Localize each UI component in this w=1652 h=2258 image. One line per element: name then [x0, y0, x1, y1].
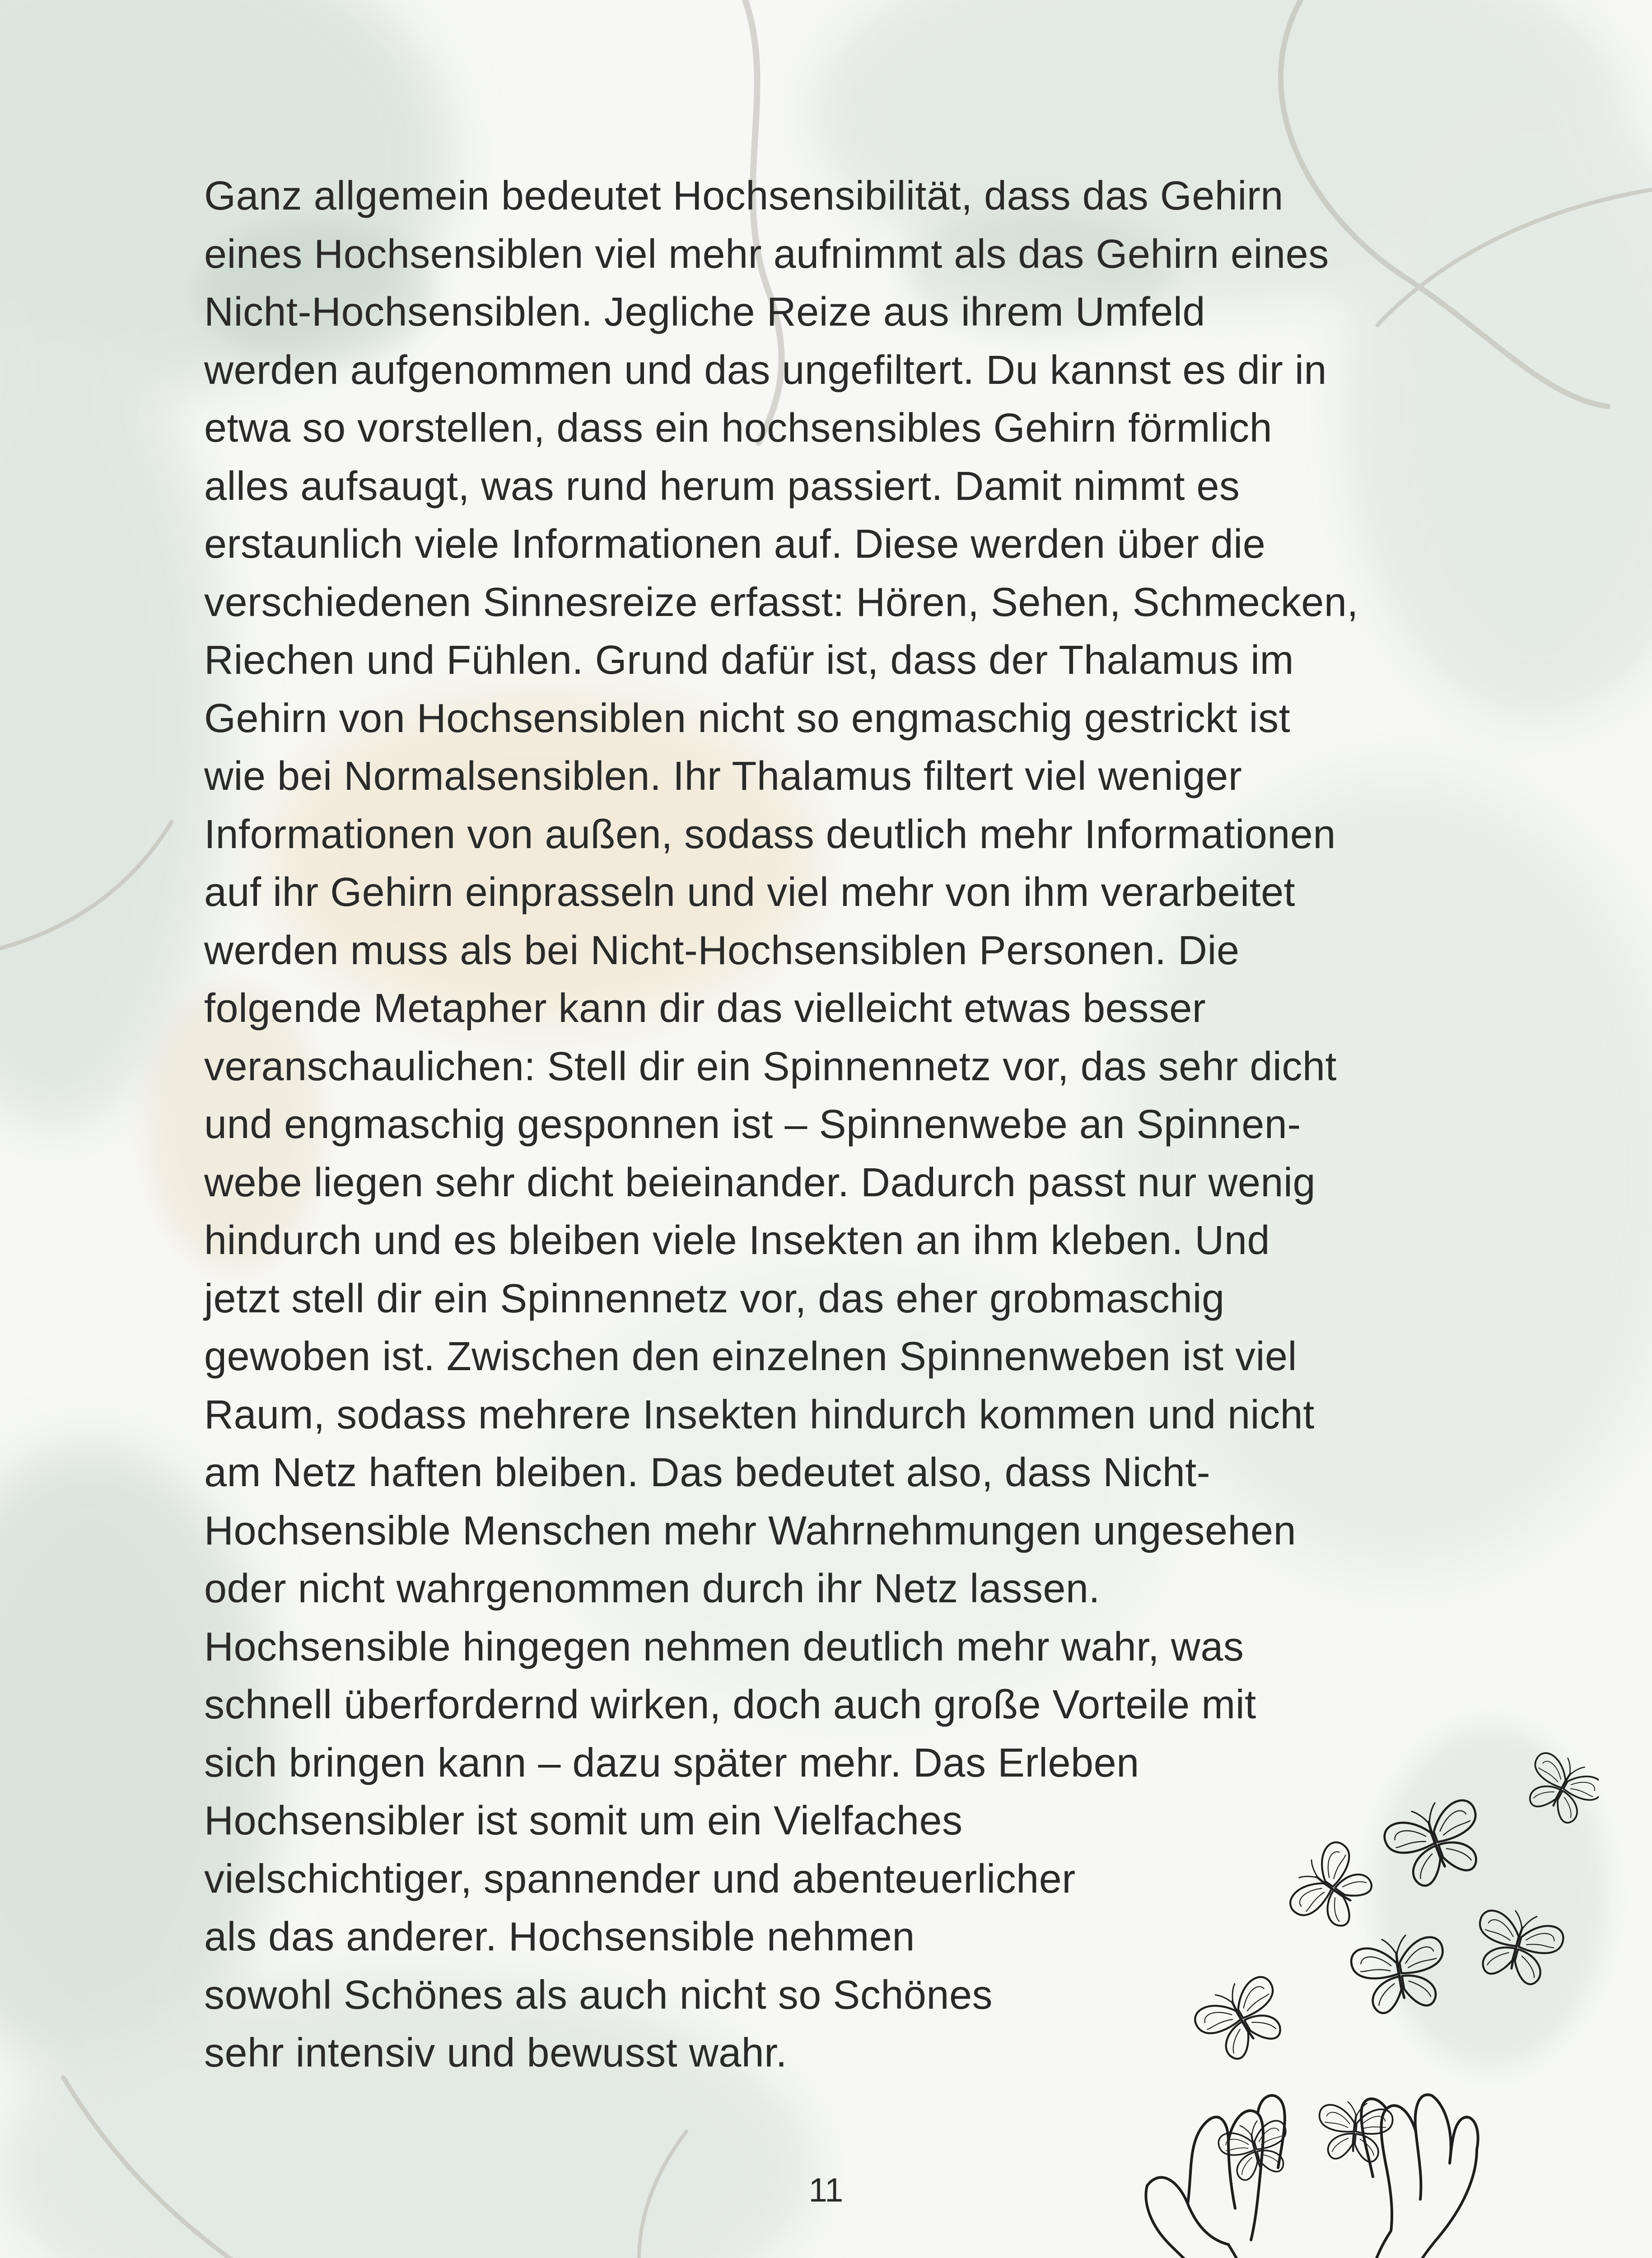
page-number: 11	[808, 2171, 844, 2209]
text-line: Ganz allgemein bedeutet Hochsensibilität, dass das Gehirn	[204, 173, 1283, 219]
text-line: erstaunlich viele Informationen auf. Diese werden über die	[204, 522, 1266, 567]
text-line: hindurch und es bleiben viele Insekten an ihm kleben. Und	[204, 1218, 1270, 1263]
text-line: gewoben ist. Zwischen den einzelnen Spinnenweben ist viel	[204, 1334, 1297, 1379]
text-line: alles aufsaugt, was rund herum passiert. Damit nimmt es	[204, 463, 1240, 509]
text-line: sowohl Schönes als auch nicht so Schönes	[204, 1972, 993, 2018]
text-line: oder nicht wahrgenommen durch ihr Netz lassen.	[204, 1566, 1100, 1611]
text-line: werden aufgenommen und das ungefiltert. Du kannst es dir in	[204, 347, 1327, 393]
text-line: Hochsensible Menschen mehr Wahrnehmungen ungesehen	[204, 1508, 1297, 1554]
text-line: sich bringen kann – dazu später mehr. Das Erleben	[204, 1740, 1139, 1786]
text-line: Hochsensibler ist somit um ein Vielfaches	[204, 1798, 963, 1843]
text-line: webe liegen sehr dicht beieinander. Dadurch passt nur wenig	[204, 1160, 1316, 1205]
text-line: jetzt stell dir ein Spinnennetz vor, das eher grobmaschig	[204, 1276, 1225, 1321]
body-text	[204, 167, 1514, 2082]
text-line: werden muss als bei Nicht-Hochsensiblen Personen. Die	[204, 928, 1240, 973]
text-line: wie bei Normalsensiblen. Ihr Thalamus filtert viel weniger	[204, 754, 1242, 799]
text-line: am Netz haften bleiben. Das bedeutet also, dass Nicht-	[204, 1450, 1211, 1495]
text-line: etwa so vorstellen, dass ein hochsensibles Gehirn förmlich	[204, 406, 1273, 451]
text-line: veranschaulichen: Stell dir ein Spinnennetz vor, das sehr dicht	[204, 1044, 1337, 1089]
text-line: Hochsensible hingegen nehmen deutlich mehr wahr, was	[204, 1624, 1244, 1670]
text-line: Informationen von außen, sodass deutlich mehr Informationen	[204, 812, 1336, 857]
text-line: eines Hochsensiblen viel mehr aufnimmt als das Gehirn eines	[204, 231, 1329, 277]
text-line: folgende Metapher kann dir das vielleicht etwas besser	[204, 986, 1206, 1031]
text-line: verschiedenen Sinnesreize erfasst: Hören, Sehen, Schmecken,	[204, 579, 1358, 625]
text-line: auf ihr Gehirn einprasseln und viel mehr von ihm verarbeitet	[204, 870, 1296, 915]
text-line: vielschichtiger, spannender und abenteuerlicher	[204, 1856, 1076, 1902]
text-line: Riechen und Fühlen. Grund dafür ist, dass der Thalamus im	[204, 638, 1294, 683]
text-line: Gehirn von Hochsensiblen nicht so engmaschig gestrickt ist	[204, 695, 1291, 741]
text-line: sehr intensiv und bewusst wahr.	[204, 2030, 788, 2076]
text-line: Raum, sodass mehrere Insekten hindurch kommen und nicht	[204, 1392, 1315, 1437]
text-line: und engmaschig gesponnen ist – Spinnenwebe an Spinnen-	[204, 1102, 1301, 1147]
text-line: schnell überfordernd wirken, doch auch große Vorteile mit	[204, 1682, 1256, 1727]
text-line: als das anderer. Hochsensible nehmen	[204, 1914, 915, 1959]
text-line: Nicht-Hochsensiblen. Jegliche Reize aus ihrem Umfeld	[204, 289, 1205, 335]
